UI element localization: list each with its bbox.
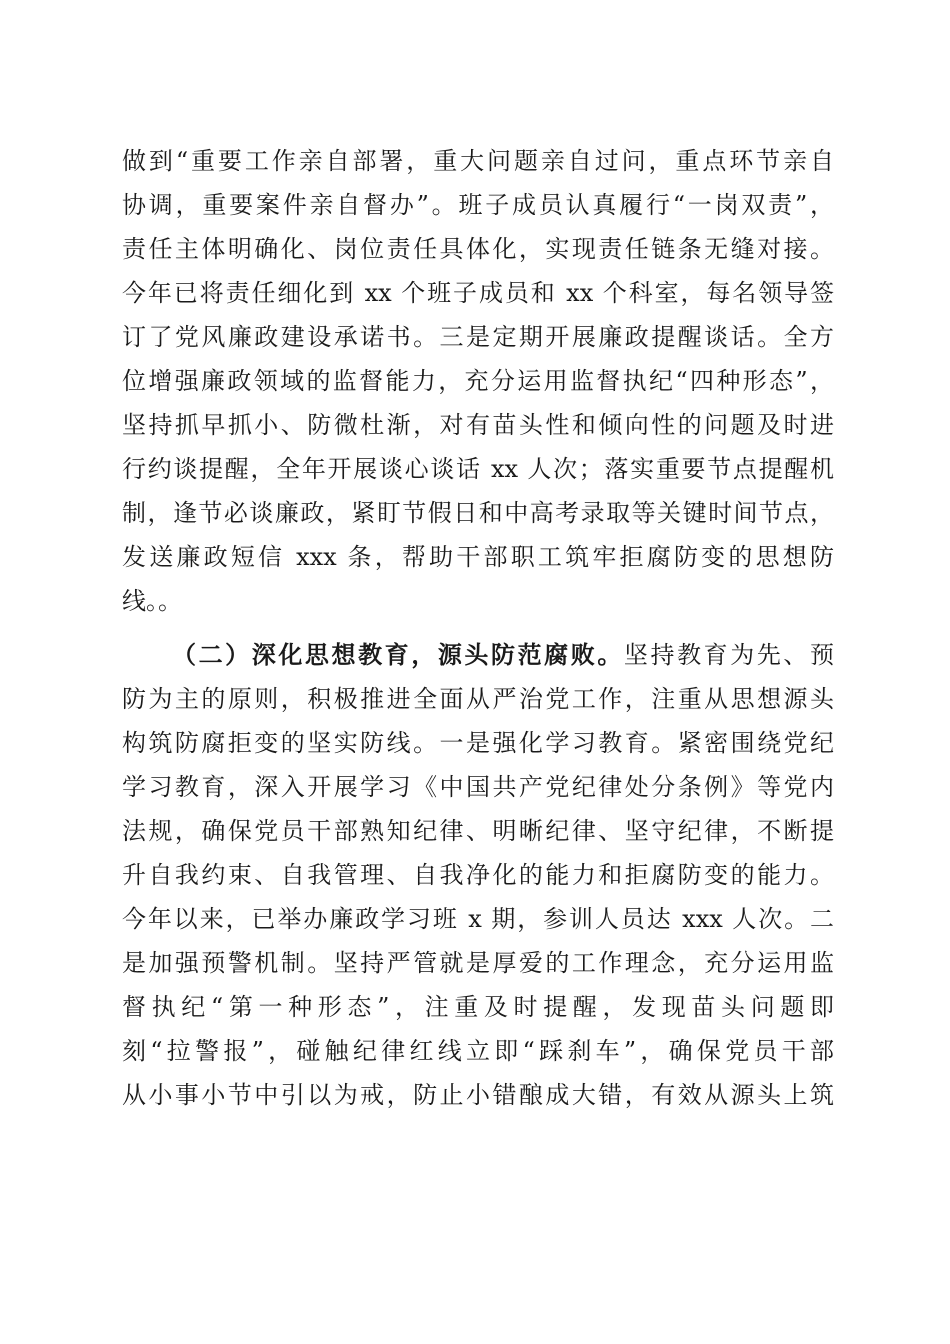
- text-line: 从小事小节中引以为戒，防止小错酿成大错，有效从源头上筑: [122, 1081, 834, 1109]
- text-line: 位增强廉政领域的监督能力，充分运用监督执纪“四种形态”，: [122, 367, 834, 395]
- text-line: 线。。: [122, 587, 182, 615]
- text-line: 今年已将责任细化到 xx 个班子成员和 xx 个科室，每名领导签: [122, 279, 834, 307]
- section-heading: （二）深化思想教育，源头防范腐败。: [172, 640, 624, 669]
- text-line: 是加强预警机制。坚持严管就是厚爱的工作理念，充分运用监: [122, 949, 834, 977]
- text-line: 今年以来，已举办廉政学习班 x 期，参训人员达 xxx 人次。二: [122, 905, 834, 933]
- text-line: 行约谈提醒，全年开展谈心谈话 xx 人次；落实重要节点提醒机: [122, 455, 834, 483]
- text-line: 发送廉政短信 xxx 条，帮助干部职工筑牢拒腐防变的思想防: [122, 543, 834, 571]
- text-line: 督执纪“第一种形态”，注重及时提醒，发现苗头问题即: [122, 993, 834, 1021]
- text-line: 刻“拉警报”，碰触纪律红线立即“踩刹车”，确保党员干部: [122, 1037, 834, 1065]
- text-line: 坚持抓早抓小、防微杜渐，对有苗头性和倾向性的问题及时进: [122, 411, 834, 439]
- text-line: 订了党风廉政建设承诺书。三是定期开展廉政提醒谈话。全方: [122, 323, 834, 351]
- text-line: 防为主的原则，积极推进全面从严治党工作，注重从思想源头: [122, 685, 834, 713]
- text-line: 制，逢节必谈廉政，紧盯节假日和中高考录取等关键时间节点，: [122, 499, 834, 527]
- section-heading-line: [172, 633, 834, 677]
- text-line: 协调，重要案件亲自督办”。班子成员认真履行“一岗双责”，: [122, 191, 834, 219]
- text-line: 学习教育，深入开展学习《中国共产党纪律处分条例》等党内: [122, 773, 834, 801]
- text-line: 责任主体明确化、岗位责任具体化，实现责任链条无缝对接。: [122, 235, 834, 263]
- section-heading-rest: 坚持教育为先、预: [623, 641, 834, 669]
- text-line: 构筑防腐拒变的坚实防线。一是强化学习教育。紧密围绕党纪: [122, 729, 834, 757]
- text-line: 法规，确保党员干部熟知纪律、明晰纪律、坚守纪律，不断提: [122, 817, 834, 845]
- text-line: 升自我约束、自我管理、自我净化的能力和拒腐防变的能力。: [122, 861, 834, 889]
- text-line: 做到“重要工作亲自部署，重大问题亲自过问，重点环节亲自: [122, 147, 834, 175]
